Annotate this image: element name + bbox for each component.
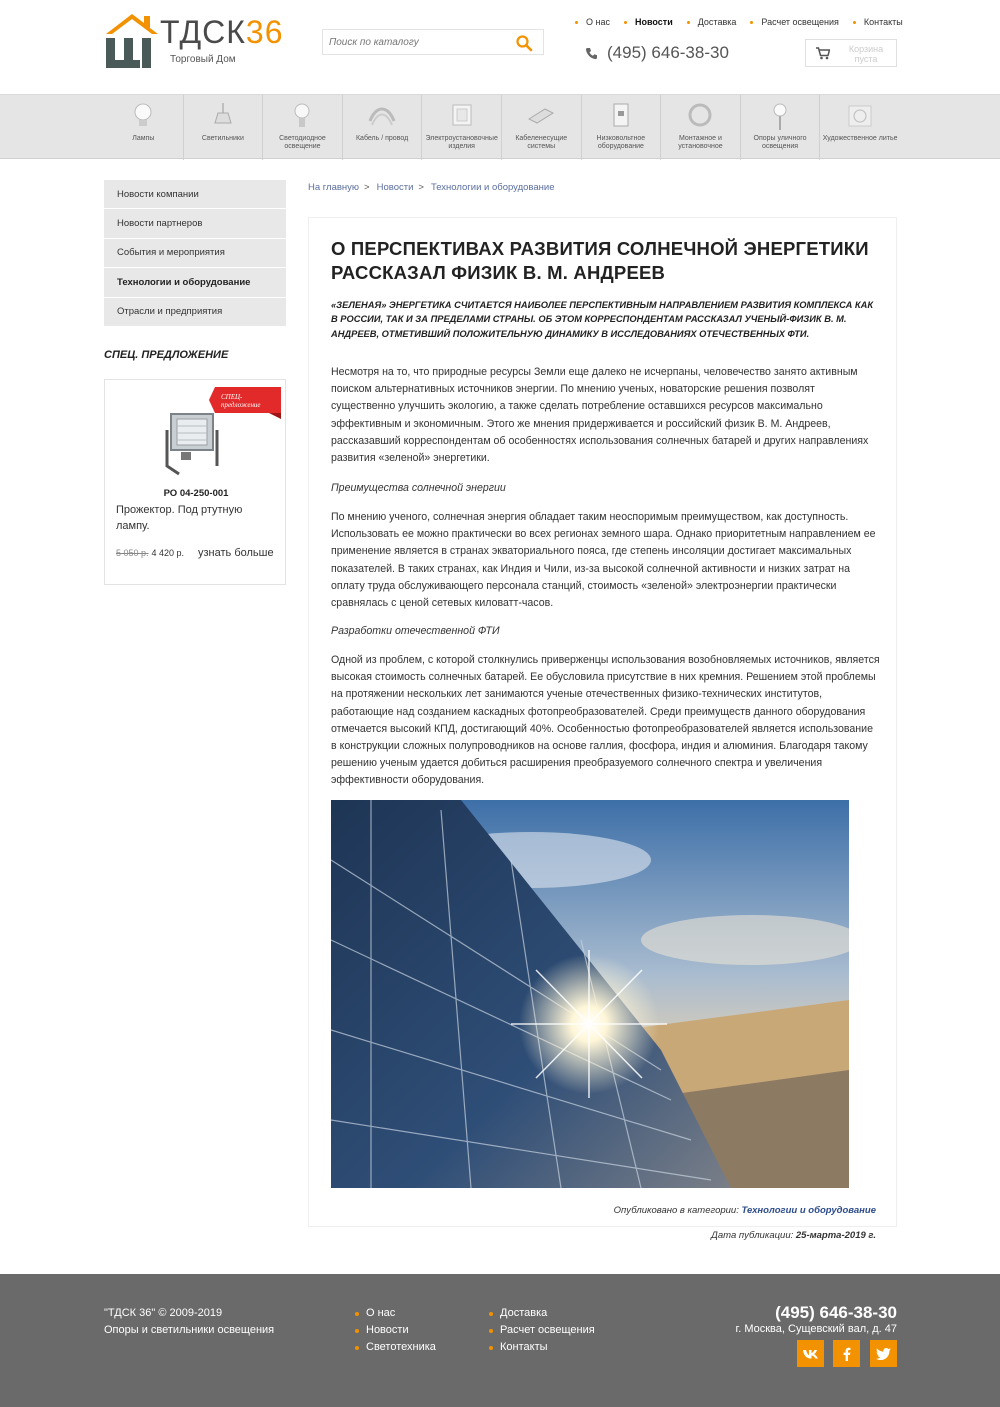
topnav-delivery[interactable]: Доставка [687,15,737,29]
news-category-nav [104,180,286,327]
logo[interactable] [104,12,294,70]
category-cable-trays[interactable]: Кабеленесущие системы [502,95,582,160]
category-led[interactable]: Светодиодное освещение [263,95,343,160]
article-title: О ПЕРСПЕКТИВАХ РАЗВИТИЯ СОЛНЕЧНОЙ ЭНЕРГЕТИКИ РАССКАЗАЛ ФИЗИК В. М. АНДРЕЕВ [331,238,869,283]
logo-subtitle: Торговый Дом [170,54,236,65]
breadcrumb-home[interactable]: На главную [308,182,360,193]
old-price: 5 050 р. [116,548,149,558]
search-icon [515,34,533,52]
sidebar-item-industries[interactable]: Отрасли и предприятия [104,298,286,327]
sidebar [104,180,286,327]
article-paragraph-1: Несмотря на то, что природные ресурсы Земли еще далеко не исчерпаны, человечество занято активным поиском альтернативных источников энергии. По мнению ученых, новаторские решения позволят существенно улучшить экологию, а также сделать потребление оставшихся ресурсов максимально эффективным и экономичным. Этого же мнения придерживается и российский физик В. М. Андреев, рассказавший корреспондентам об особенностях использования солнечных батарей и других направлениях развития «зеленой» энергетики. [331,366,869,465]
search-box [322,29,544,55]
socket-icon [448,101,476,131]
topnav-lighting-calc[interactable]: Расчет освещения [750,15,839,29]
category-low-voltage[interactable]: Низковольтное оборудование [582,95,662,160]
category-bar [0,94,1000,159]
vk-button[interactable] [797,1340,824,1367]
article-lead: «ЗЕЛЕНАЯ» ЭНЕРГЕТИКА СЧИТАЕТСЯ НАИБОЛЕЕ ПЕРСПЕКТИВНЫМ НАПРАВЛЕНИЕМ РАЗВИТИЯ КОМПЛЕКСА КАК В РОССИИ, ТАК И ЗА ПРЕДЕЛАМИ СТРАНЫ. ОБ ЭТОМ КОРРЕСПОНДЕНТАМ РАССКАЗАЛ УЧЕНЫЙ-ФИЗИК В. М. АНДРЕЕВ, ОТМЕТИВШИЙ ПОЛОЖИТЕЛЬНУЮ ДИНАМИКУ В ИССЛЕДОВАНИЯХ ОТЕЧЕСТВЕННЫХ ФТИ. [331,300,874,339]
breadcrumb: На главную > Новости > Технологии и оборудование [308,182,555,193]
category-lamps[interactable]: Лампы [104,95,184,160]
footer-link-contacts[interactable]: Контакты [489,1339,595,1356]
category-cable[interactable]: Кабель / провод [343,95,423,160]
breadcrumb-current[interactable]: Технологии и оборудование [430,182,555,193]
search-button[interactable] [515,34,533,52]
logo-text: ТДСК36 [160,14,284,50]
site-footer [0,1274,1000,1407]
cable-icon [368,101,396,131]
published-category-link[interactable]: Технологии и оборудование [741,1205,876,1216]
facebook-button[interactable] [833,1340,860,1367]
category-wiring-devices[interactable]: Электроустановочные изделия [422,95,502,160]
learn-more-link[interactable]: узнать больше [198,547,274,559]
street-light-icon [766,101,794,131]
topnav-contacts[interactable]: Контакты [853,15,903,29]
vk-icon [803,1349,819,1359]
footer-copyright: "ТДСК 36" © 2009-2019 Опоры и светильники освещения [104,1307,275,1336]
twitter-icon [876,1348,891,1360]
new-price: 4 420 р. [151,548,185,558]
special-offer-title: СПЕЦ. ПРЕДЛОЖЕНИЕ [104,349,229,361]
topnav-about[interactable]: О нас [575,15,610,29]
product-price [116,548,184,558]
breaker-icon [607,101,635,131]
article-subheading-1: Преимущества солнечной энергии [331,482,506,494]
cart-label: Корзина пуста [848,44,884,64]
article-paragraph-2: По мнению ученого, солнечная энергия обладает таким неоспоримым преимуществом, как доступность. Использовать ее можно практически во всех регионах земного шара. Однако приоритетным направлением ее применение является в странах экваториального пояса, где степень инсоляции достигает максимальных показателей. В таких странах, как Индия и Чили, из-за высокой солнечной активности и низких затрат на оплату труда обслуживающего персонала станций, стоимость «зеленой» электроэнергии практически сравнялась с ценой сетевых киловатт-часов. [331,511,876,610]
twitter-button[interactable] [870,1340,897,1367]
article-paragraph-3: Одной из проблем, с которой столкнулись приверженцы использования возобновляемых источников, является высокая стоимость солнечных батарей. Ее обусловила присутствие в них кремния. Решением этой проблемы на протяжении нескольких лет занимаются ученые отечественных физико-технических институтов, работающие над созданием каскадных фотопреобразователей. Среди преимуществ данного оборудования отмечается высокий КПД, достигающий 40%. Особенностью фотопреобразователей является использование в конструкции сложных полупроводников на основе галлия, фосфора, индия и алюминия. Благодаря такому решению ученым удается добиться расширения преобразуемого солнечного спектра и увеличения эффективности оборудования. [331,654,880,787]
cart-button[interactable] [805,39,897,67]
footer-nav-2 [489,1305,595,1356]
category-mounting[interactable]: Монтажное и установочное [661,95,741,160]
footer-link-about[interactable]: О нас [355,1305,436,1322]
footer-nav-1 [355,1305,436,1356]
special-offer-badge: СПЕЦ-предложение [209,387,281,419]
search-input[interactable] [323,30,503,54]
footer-address: г. Москва, Сущевский вал, д. 47 [735,1323,897,1335]
article-subheading-2: Разработки отечественной ФТИ [331,625,500,637]
footer-link-lighting[interactable]: Светотехника [355,1339,436,1356]
topnav-news[interactable]: Новости [624,15,673,29]
category-luminaires[interactable]: Светильники [184,95,264,160]
category-street-poles[interactable]: Опоры уличного освещения [741,95,821,160]
sidebar-item-events[interactable]: События и мероприятия [104,239,286,268]
breadcrumb-news[interactable]: Новости [376,182,414,193]
sidebar-item-technologies[interactable]: Технологии и оборудование [104,268,286,297]
solar-panels-photo [331,800,849,1188]
ring-clamp-icon [686,101,714,131]
cable-tray-icon [527,101,555,131]
facebook-icon [843,1347,851,1361]
article [308,217,897,1227]
special-offer-card[interactable] [104,379,286,585]
lamp-icon [129,101,157,131]
led-bulb-icon [288,101,316,131]
header-phone[interactable]: (495) 646-38-30 [585,43,729,63]
footer-link-calc[interactable]: Расчет освещения [489,1322,595,1339]
category-art-casting[interactable]: Художественное литье [820,95,900,160]
sidebar-item-partner-news[interactable]: Новости партнеров [104,209,286,238]
footer-link-news[interactable]: Новости [355,1322,436,1339]
publication-date: Дата публикации: 25-марта-2019 г. [711,1230,876,1241]
footer-phone[interactable]: (495) 646-38-30 [775,1303,897,1322]
top-nav [575,15,903,29]
published-category: Опубликовано в категории: Технологии и оборудование [613,1205,876,1216]
sidebar-item-company-news[interactable]: Новости компании [104,180,286,209]
product-name: Прожектор. Под ртутную лампу. [116,504,243,532]
footer-link-delivery[interactable]: Доставка [489,1305,595,1322]
logo-house-icon [104,12,164,70]
phone-icon [585,47,598,60]
ornament-icon [846,101,874,131]
cart-icon [816,47,830,60]
ceiling-light-icon [209,101,237,131]
product-code: РО 04-250-001 [163,488,229,499]
site-header [0,0,1000,94]
